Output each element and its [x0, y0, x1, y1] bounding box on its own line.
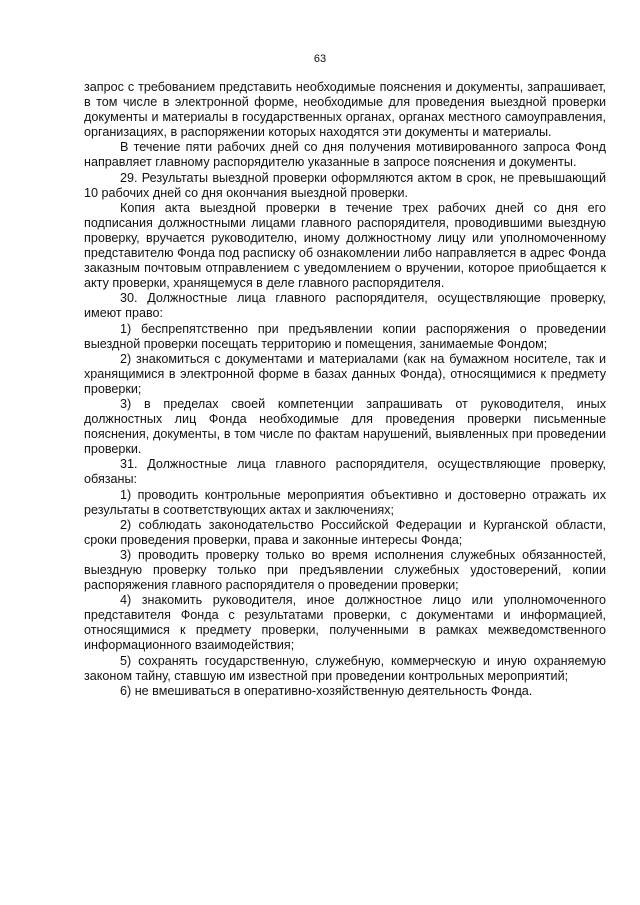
paragraph-31-item-2: 2) соблюдать законодательство Российской Федерации и Курганской области, сроки проведения проверки, права и законные интересы Фонда;: [84, 517, 606, 547]
paragraph-31-item-4: 4) знакомить руководителя, иное должностное лицо или уполномоченного представителя Фонда с результатами проверки, с документами и информацией, относящимися к предмету проверки, полученными в рамках межведомственного информационного взаимодействия;: [84, 593, 606, 653]
paragraph-31: 31. Должностные лица главного распорядителя, осуществляющие проверку, обязаны:: [84, 457, 606, 487]
paragraph-31-item-6: 6) не вмешиваться в оперативно-хозяйственную деятельность Фонда.: [120, 683, 533, 698]
paragraph-request-continuation: запрос с требованием представить необходимые пояснения и документы, запрашивает, в том числе в электронной форме, необходимые для проведения выездной проверки документы и материалы в государственных органах, органах местного самоуправления, организациях, в распоряжении которых находятся эти документы и материалы.: [84, 80, 606, 140]
paragraph-30: 30. Должностные лица главного распорядителя, осуществляющие проверку, имеют право:: [84, 291, 606, 321]
paragraph-30-item-3: 3) в пределах своей компетенции запрашивать от руководителя, иных должностных лиц Фонда необходимые для проведения проверки письменные пояснения, документы, в том числе по фактам нарушений, выявленных при проведении проверки.: [84, 396, 606, 457]
paragraph-30-item-1: 1) беспрепятственно при предъявлении копии распоряжения о проведении выездной проверки посещать территорию и помещения, занимаемые Фондом;: [84, 321, 606, 351]
paragraph-act-copy: Копия акта выездной проверки в течение трех рабочих дней со дня его подписания должностными лицами главного распорядителя, проводившими выездную проверку, вручается руководителю, иному должностному лицу или уполномоченному представителю Фонда под расписку об ознакомлении либо направляется в адрес Фонда заказным почтовым отправлением с уведомлением о вручении, которое приобщается к акту проверки, хранящемуся в деле главного распорядителя.: [84, 200, 606, 291]
page-number: 63: [313, 53, 327, 65]
paragraph-29: 29. Результаты выездной проверки оформляются актом в срок, не превышающий 10 рабочих дней со дня окончания выездной проверки.: [84, 170, 606, 200]
paragraph-30-item-2: 2) знакомиться с документами и материалами (как на бумажном носителе, так и хранящимися в электронной форме в базах данных Фонда), относящимися к предмету проверки;: [84, 351, 606, 396]
paragraph-31-item-1: 1) проводить контрольные мероприятия объективно и достоверно отражать их результаты в соответствующих актах и заключениях;: [84, 487, 606, 517]
paragraph-31-item-3: 3) проводить проверку только во время исполнения служебных обязанностей, выездную проверку только при предъявлении служебных удостоверений, копии распоряжения главного распорядителя о проведении проверки;: [84, 547, 606, 593]
document-body: [84, 80, 606, 699]
paragraph-five-days: В течение пяти рабочих дней со дня получения мотивированного запроса Фонд направляет главному распорядителю указанные в запросе пояснения и документы.: [84, 140, 606, 170]
paragraph-31-item-5: 5) сохранять государственную, служебную, коммерческую и иную охраняемую законом тайну, ставшую им известной при проведении контрольных мероприятий;: [84, 653, 606, 683]
